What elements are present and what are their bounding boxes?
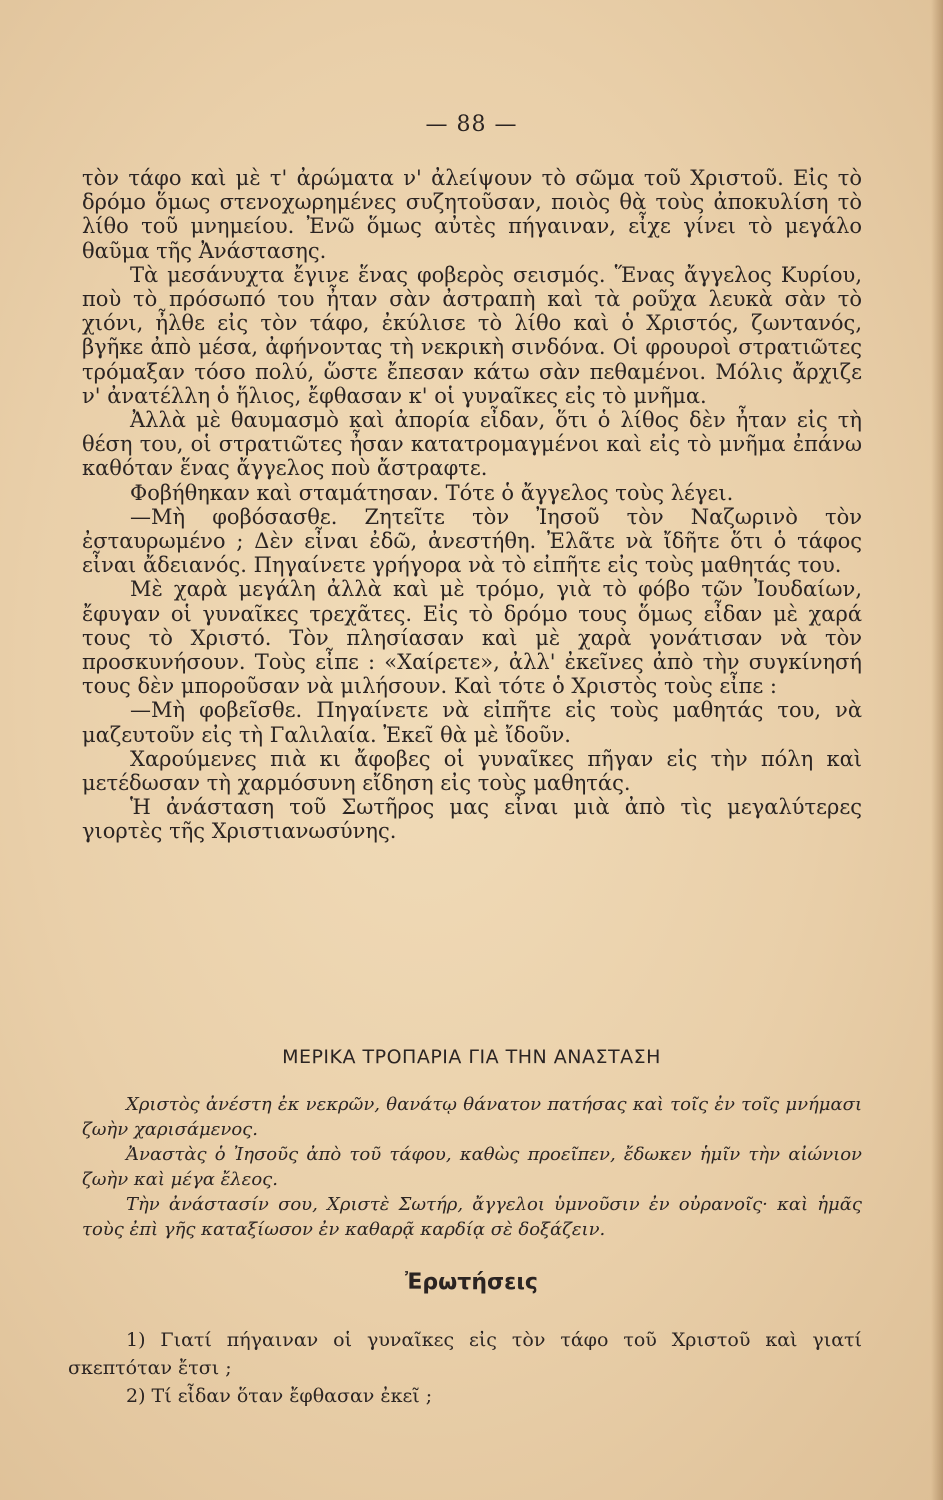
paragraph: Τὰ μεσάνυχτα ἔγινε ἕνας φοβερὸς σεισμός. Ἕνας ἄγγελος Κυρίου, ποὺ τὸ πρόσωπό του ἦταν σὰν ἀστραπὴ καὶ τὰ ροῦχα λευκὰ σὰν τὸ χιόνι, ἦλθε εἰς τὸν τάφο, ἐκύλισε τὸ λίθο καὶ ὁ Χριστός, ζωντανός, βγῆκε ἀπὸ μέσα, ἀφήνοντας τὴ νεκρικὴ σινδόνα. Οἱ φρουροὶ στρατιῶτες τρόμαξαν τόσο πολύ, ὥστε ἔπεσαν κάτω σὰν πεθαμένοι. Μόλις ἄρχιζε ν' ἀνατέλλη ὁ ἥλιος, ἔφθασαν κ' οἱ γυναῖκες εἰς τὸ μνῆμα.: [82, 262, 862, 408]
page-number: — 88 —: [425, 112, 518, 137]
paragraph: Φοβήθηκαν καὶ σταμάτησαν. Τότε ὁ ἄγγελος τοὺς λέγει.: [130, 480, 734, 505]
questions-heading: Ἐρωτήσεις: [405, 1270, 538, 1295]
hymn: Χριστὸς ἀνέστη ἐκ νεκρῶν, θανάτῳ θάνατον πατήσας καὶ τοῖς ἐν τοῖς μνήμασι ζωὴν χαρισάμενος.: [82, 1094, 862, 1140]
paragraph: —Μὴ φοβεῖσθε. Πηγαίνετε νὰ εἰπῆτε εἰς τοὺς μαθητάς του, νὰ μαζευτοῦν εἰς τὴ Γαλιλαία. Ἐκεῖ θὰ μὲ ἴδοῦν.: [82, 698, 862, 747]
main-text: [82, 166, 862, 844]
paragraph: —Μὴ φοβόσασθε. Ζητεῖτε τὸν Ἰησοῦ τὸν Ναζωρινὸ τὸν ἐσταυρωμένο ; Δὲν εἶναι ἐδῶ, ἀνεστήθη. Ἐλᾶτε νὰ ἴδῆτε ὅτι ὁ τάφος εἶναι ἄδειανός. Πηγαίνετε γρήγορα νὰ τὸ εἰπῆτε εἰς τοὺς μαθητάς του.: [82, 504, 862, 578]
questions-block: [68, 1326, 862, 1410]
hymn: Τὴν ἀνάστασίν σου, Χριστὲ Σωτήρ, ἄγγελοι ὑμνοῦσιν ἐν οὐρανοῖς· καὶ ἡμᾶς τοὺς ἐπὶ γῆς καταξίωσον ἐν καθαρᾷ καρδίᾳ σὲ δοξάζειν.: [82, 1194, 862, 1240]
question: 1) Γιατί πήγαιναν οἱ γυναῖκες εἰς τὸν τάφο τοῦ Χριστοῦ καὶ γιατί σκεπτόταν ἔτσι ;: [68, 1329, 862, 1379]
hymn: Ἀναστὰς ὁ Ἰησοῦς ἀπὸ τοῦ τάφου, καθὼς προεῖπεν, ἔδωκεν ἡμῖν τὴν αἰώνιον ζωὴν καὶ μέγα ἔλεος.: [82, 1144, 862, 1190]
paragraph: Ἡ ἀνάσταση τοῦ Σωτῆρος μας εἶναι μιὰ ἀπὸ τὶς μεγαλύτερες γιορτὲς τῆς Χριστιανωσύνης.: [82, 795, 862, 844]
question: 2) Τί εἶδαν ὅταν ἔφθασαν ἐκεῖ ;: [126, 1385, 433, 1407]
paragraph: Χαρούμενες πιὰ κι ἄφοβες οἱ γυναῖκες πῆγαν εἰς τὴν πόλη καὶ μετέδωσαν τὴ χαρμόσυνη εἴδηση εἰς τοὺς μαθητάς.: [82, 746, 862, 796]
paragraph: Ἀλλὰ μὲ θαυμασμὸ καὶ ἀπορία εἶδαν, ὅτι ὁ λίθος δὲν ἦταν εἰς τὴ θέση του, οἱ στρατιῶτες ἦσαν κατατρομαγμένοι καὶ εἰς τὸ μνῆμα ἐπάνω καθόταν ἕνας ἄγγελος ποὺ ἄστραφτε.: [82, 408, 862, 481]
paragraph: Μὲ χαρὰ μεγάλη ἀλλὰ καὶ μὲ τρόμο, γιὰ τὸ φόβο τῶν Ἰουδαίων, ἔφυγαν οἱ γυναῖκες τρεχᾶτες. Εἰς τὸ δρόμο τους ὅμως εἶδαν μὲ χαρά τους τὸ Χριστό. Τὸν πλησίασαν καὶ μὲ χαρὰ γονάτισαν νὰ τὸν προσκυνήσουν. Τοὺς εἶπε : «Χαίρετε», ἀλλ' ἐκεῖνες ἀπὸ τὴν συγκίνησή τους δὲν μποροῦσαν νὰ μιλήσουν. Καὶ τότε ὁ Χριστὸς τοὺς εἶπε :: [82, 577, 862, 699]
section-heading: ΜΕΡΙΚΑ ΤΡΟΠΑΡΙΑ ΓΙΑ ΤΗΝ ΑΝΑΣΤΑΣΗ: [282, 1046, 661, 1068]
hymns-block: [82, 1092, 862, 1242]
paragraph: τὸν τάφο καὶ μὲ τ' ἀρώματα ν' ἀλείψουν τὸ σῶμα τοῦ Χριστοῦ. Εἰς τὸ δρόμο ὅμως στενοχωρημένες συζητοῦσαν, ποιὸς θὰ τοὺς ἀποκυλίση τὸ λίθο τοῦ μνημείου. Ἐνῶ ὅμως αὐτὲς πήγαιναν, εἶχε γίνει τὸ μεγάλο θαῦμα τῆς Ἀνάστασης.: [82, 166, 862, 263]
